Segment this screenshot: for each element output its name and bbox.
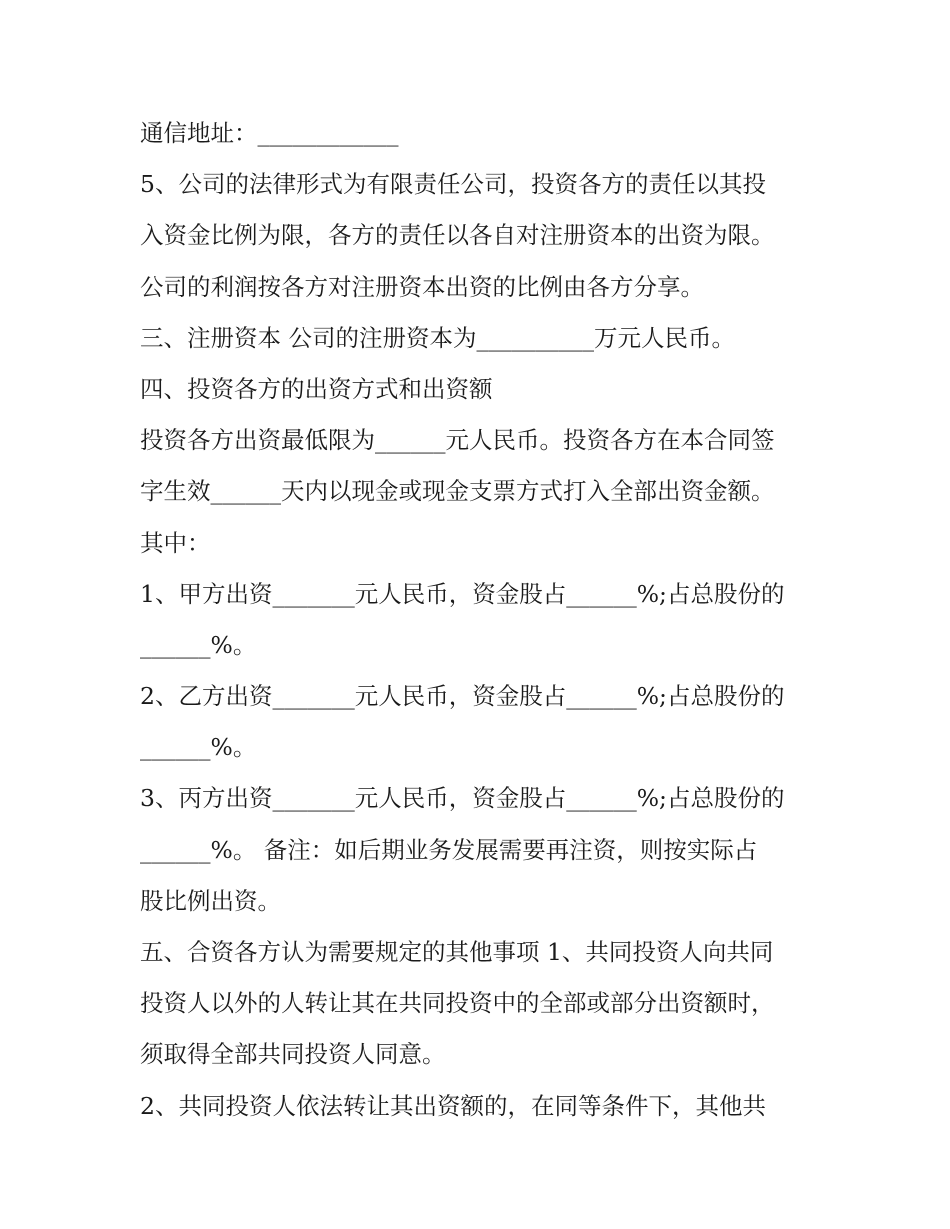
text-line: 2、共同投资人依法转让其出资额的，在同等条件下，其他共 — [140, 1091, 766, 1120]
text-line: 通信地址：____________ — [140, 119, 399, 147]
text-line: 其中： — [140, 528, 211, 557]
text-line: ______%。 — [140, 630, 257, 659]
text-line: 投资人以外的人转让其在共同投资中的全部或部分出资额时， — [140, 989, 775, 1018]
section-heading: 五、合资各方认为需要规定的其他事项 1、共同投资人向共同 — [140, 938, 774, 966]
text-line: ______%。 — [140, 733, 257, 762]
text-line: 投资各方出资最低限为______元人民币。投资各方在本合同签 — [140, 426, 775, 455]
text-line: 字生效______天内以现金或现金支票方式打入全部出资金额。 — [140, 477, 775, 506]
text-line: 须取得全部共同投资人同意。 — [140, 1040, 446, 1069]
text-line: 入资金比例为限，各方的责任以各自对注册资本的出资为限。 — [140, 221, 775, 250]
text-line: 5、公司的法律形式为有限责任公司，投资各方的责任以其投 — [140, 170, 766, 199]
text-line: 2、乙方出资_______元人民币，资金股占______%;占总股份的 — [140, 682, 785, 711]
text-line: 公司的利润按各方对注册资本出资的比例由各方分享。 — [140, 272, 704, 301]
text-line: ______%。 备注：如后期业务发展需要再注资，则按实际占 — [140, 835, 758, 864]
section-heading: 三、注册资本 公司的注册资本为__________万元人民币。 — [140, 323, 735, 352]
text-line: 3、丙方出资_______元人民币，资金股占______%;占总股份的 — [140, 784, 785, 813]
text-line: 股比例出资。 — [140, 886, 281, 915]
text-line: 1、甲方出资_______元人民币，资金股占______%;占总股份的 — [140, 579, 785, 608]
section-heading: 四、投资各方的出资方式和出资额 — [140, 374, 493, 403]
document-body — [140, 108, 820, 1132]
